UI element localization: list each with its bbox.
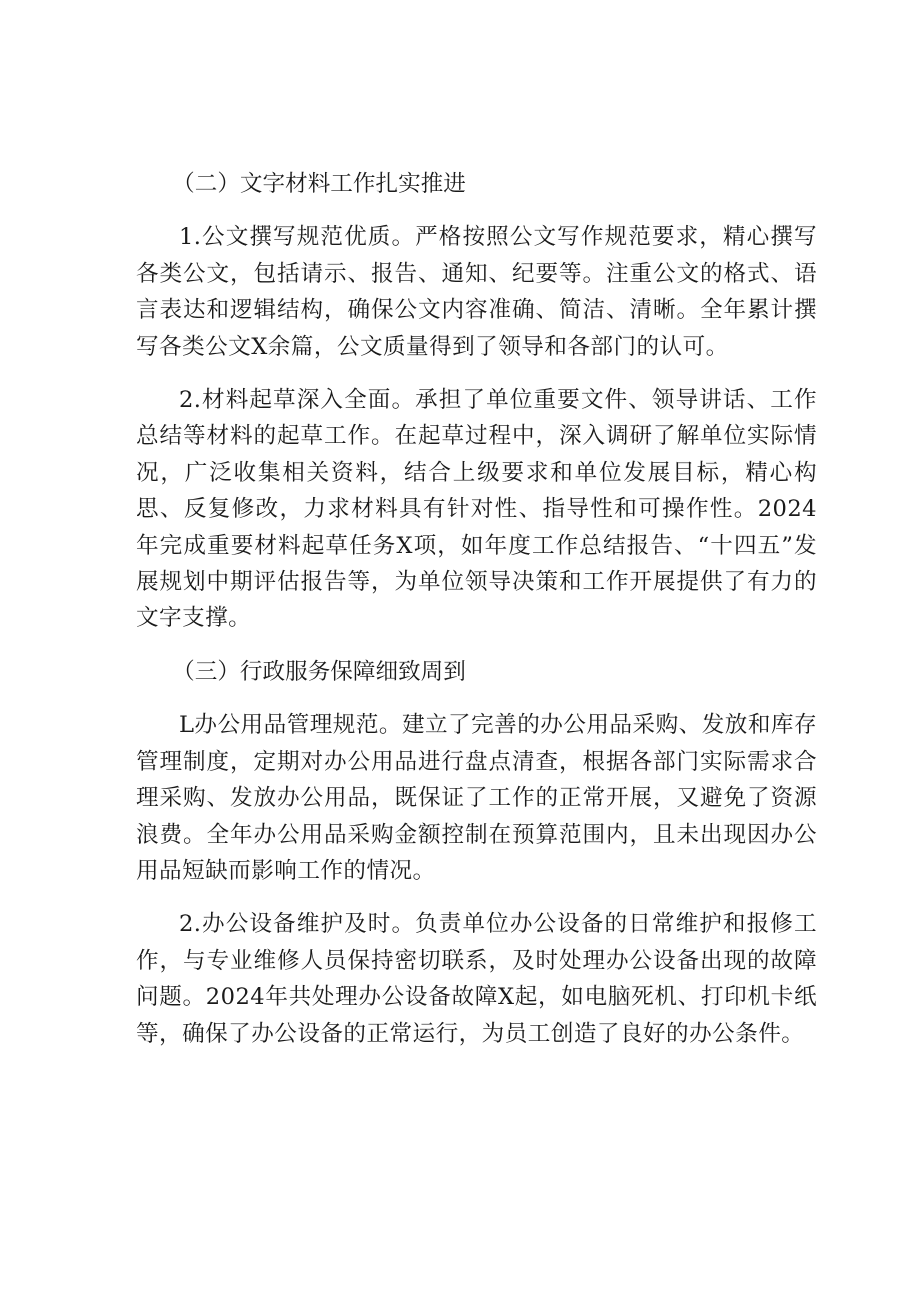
paragraph-office-supplies: L办公用品管理规范。建立了完善的办公用品采购、发放和库存管理制度，定期对办公用品进行盘点清查，根据各部门实际需求合理采购、发放办公用品，既保证了工作的正常开展，又避免了资源浪费。全年办公用品采购金额控制在预算范围内，且未出现因办公用品短缺而影响工作的情况。 — [136, 712, 817, 884]
section-heading-2: （二）文字材料工作扎实推进 — [172, 171, 466, 197]
section-heading-3: （三）行政服务保障细致周到 — [172, 658, 466, 685]
paragraph-office-equipment: 2.办公设备维护及时。负责单位办公设备的日常维护和报修工作，与专业维修人员保持密切联系，及时处理办公设备出现的故障问题。2024年共处理办公设备故障X起，如电脑死机、打印机卡纸等，确保了办公设备的正常运行，为员工创造了良好的办公条件。 — [136, 911, 817, 1047]
paragraph-material-drafting: 2.材料起草深入全面。承担了单位重要文件、领导讲话、工作总结等材料的起草工作。在起草过程中，深入调研了解单位实际情况，广泛收集相关资料，结合上级要求和单位发展目标，精心构思、反复修改，力求材料具有针对性、指导性和可操作性。2024年完成重要材料起草任务X项，如年度工作总结报告、“十四五”发展规划中期评估报告等，为单位领导决策和工作开展提供了有力的文字支撑。 — [136, 387, 817, 632]
paragraph-official-documents: 1.公文撰写规范优质。严格按照公文写作规范要求，精心撰写各类公文，包括请示、报告、通知、纪要等。注重公文的格式、语言表达和逻辑结构，确保公文内容准确、简洁、清晰。全年累计撰写各类公文X余篇，公文质量得到了领导和各部门的认可。 — [136, 224, 817, 360]
